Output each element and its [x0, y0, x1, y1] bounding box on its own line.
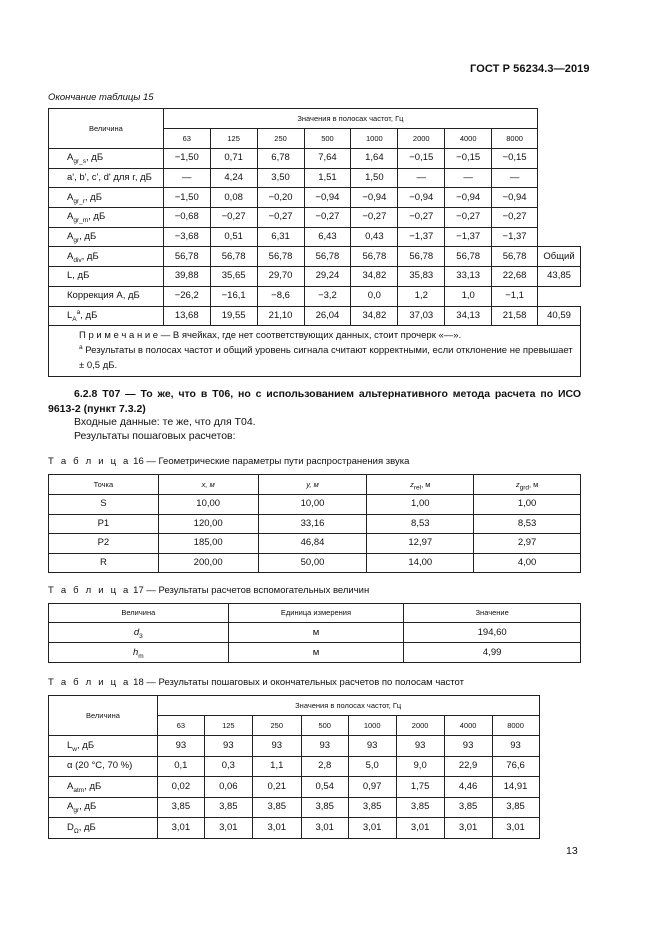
freq-header: 250 — [257, 129, 304, 149]
row-label — [49, 797, 158, 818]
quantity-unit: , дБ — [88, 211, 106, 223]
quantity-unit: , дБ — [84, 780, 102, 792]
value-cell: 1,1 — [252, 756, 301, 777]
quantity-unit: , дБ — [84, 191, 102, 203]
point-cell: R — [49, 553, 159, 573]
value-cell: 7,64 — [304, 149, 351, 169]
header-subscript: grd — [519, 484, 529, 491]
value-cell: −1,37 — [398, 227, 445, 247]
value-cell: 3,85 — [252, 797, 301, 818]
value-cell: 22,9 — [444, 756, 492, 777]
value-cell: 93 — [396, 736, 444, 757]
table-row — [49, 797, 582, 818]
freq-header: 8000 — [492, 716, 539, 736]
value-cell: 3,85 — [396, 797, 444, 818]
extra-cell — [538, 208, 581, 228]
quantity-symbol: L — [67, 309, 73, 321]
value-cell: 3,01 — [492, 818, 539, 839]
freq-header: 250 — [252, 716, 301, 736]
value-cell: −0,27 — [445, 208, 492, 228]
quantity-subscript: gr — [73, 236, 80, 244]
quantity-subscript: 3 — [139, 632, 143, 640]
table18-extra-header — [539, 696, 581, 736]
value-cell: 120,00 — [158, 514, 258, 534]
row-label — [49, 306, 164, 326]
value-cell: −0,15 — [398, 149, 445, 169]
table17-caption — [48, 585, 369, 596]
table-row — [49, 756, 582, 777]
unit-cell: м — [228, 643, 404, 663]
table16-caption — [48, 456, 409, 467]
extra-cell: 40,59 — [538, 306, 581, 326]
quantity-symbol: A — [67, 191, 74, 203]
column-header — [49, 475, 159, 495]
value-cell: 2,8 — [301, 756, 348, 777]
unit-cell: м — [228, 623, 404, 643]
quantity-symbol: d — [133, 626, 140, 638]
value-cell: 39,88 — [163, 267, 210, 287]
value-cell: 0,0 — [351, 286, 398, 306]
table15-band-header: Значения в полосах частот, Гц — [163, 109, 537, 129]
value-cell: 6,43 — [304, 227, 351, 247]
freq-header: 4000 — [444, 716, 492, 736]
value-cell: 3,01 — [396, 818, 444, 839]
quantity-superscript: a — [76, 308, 81, 316]
row-label — [49, 736, 158, 757]
header-subscript: rel — [413, 484, 422, 491]
footnote-mark: a — [79, 344, 83, 352]
value-cell: 8,53 — [474, 514, 581, 534]
table15-extra-header — [538, 109, 581, 149]
header-unit: , м — [529, 479, 539, 489]
value-cell: 0,08 — [210, 188, 257, 208]
column-header — [158, 475, 258, 495]
quantity-subscript: w — [72, 745, 77, 753]
value-cell: 56,78 — [210, 247, 257, 267]
table-15 — [48, 108, 581, 377]
row-label — [49, 643, 229, 663]
value-cell: −0,20 — [257, 188, 304, 208]
quantity-symbol: A — [67, 231, 74, 243]
value-cell: 0,51 — [210, 227, 257, 247]
value-cell: 6,78 — [257, 149, 304, 169]
value-cell: −26,2 — [163, 286, 210, 306]
quantity-unit: , дБ — [78, 821, 96, 833]
extra-cell: 43,85 — [538, 267, 581, 287]
table-row — [49, 267, 581, 287]
value-cell: 34,82 — [351, 267, 398, 287]
quantity-unit: , дБ — [79, 231, 97, 243]
value-cell: −0,94 — [351, 188, 398, 208]
value-cell: 50,00 — [258, 553, 367, 573]
freq-header: 2000 — [396, 716, 444, 736]
table15-caption: Окончание таблицы 15 — [48, 92, 154, 103]
value-cell: −0,68 — [163, 208, 210, 228]
value-cell: 10,00 — [258, 495, 367, 515]
freq-header: 125 — [204, 716, 252, 736]
note-text: — В ячейках, где нет соответствующих данных, стоит прочерк «—». — [158, 330, 462, 342]
extra-cell — [539, 797, 581, 818]
quantity-symbol: A — [67, 211, 74, 223]
value-cell: 93 — [444, 736, 492, 757]
table-row — [49, 247, 581, 267]
table-row — [49, 227, 581, 247]
value-cell: 0,43 — [351, 227, 398, 247]
value-cell: −1,1 — [492, 286, 538, 306]
freq-header: 8000 — [492, 129, 538, 149]
extra-cell — [538, 168, 581, 188]
value-cell: 0,71 — [210, 149, 257, 169]
table16-title: 16 — Геометрические параметры пути распространения звука — [130, 456, 410, 467]
value-cell: 4,00 — [474, 553, 581, 573]
value-cell: 4,24 — [210, 168, 257, 188]
value-cell: −1,37 — [445, 227, 492, 247]
value-cell: −0,15 — [445, 149, 492, 169]
footnote-text: Результаты в полосах частот и общий уровень сигнала считают корректными, если отклонение не превышает ± 0,5 дБ. — [79, 345, 573, 372]
value-cell: −0,94 — [304, 188, 351, 208]
value-cell: 93 — [348, 736, 396, 757]
input-data-text: Входные данные: те же, что для Т04. — [74, 416, 256, 428]
row-label — [49, 227, 164, 247]
value-cell: 1,64 — [351, 149, 398, 169]
section-heading: 6.2.8 Т07 — То же, что в Т06, но с использованием альтернативного метода расчета по ИСО 9613-2 (пункт 7.3.2) — [48, 388, 581, 415]
value-cell: 19,55 — [210, 306, 257, 326]
value-cell: −1,50 — [163, 188, 210, 208]
row-label — [49, 623, 229, 643]
column-header — [367, 475, 474, 495]
value-cell: 29,70 — [257, 267, 304, 287]
value-cell: 3,01 — [348, 818, 396, 839]
table-row — [49, 736, 582, 757]
value-cell: 9,0 — [396, 756, 444, 777]
quantity-unit: , дБ — [79, 801, 97, 813]
footnote-line — [79, 343, 576, 373]
value-cell: 35,83 — [398, 267, 445, 287]
value-cell: 8,53 — [367, 514, 474, 534]
extra-cell — [538, 286, 581, 306]
table18-band-header: Значения в полосах частот, Гц — [157, 696, 539, 716]
quantity-unit: , дБ — [81, 250, 99, 262]
extra-cell: Общий — [538, 247, 581, 267]
table-row — [49, 495, 581, 515]
value-cell: 200,00 — [158, 553, 258, 573]
value-cell: 1,00 — [474, 495, 581, 515]
value-cell: 21,10 — [257, 306, 304, 326]
extra-cell — [539, 818, 581, 839]
row-label — [49, 208, 164, 228]
quantity-symbol: A — [67, 801, 74, 813]
header-symbol: z — [410, 479, 414, 489]
freq-header: 4000 — [445, 129, 492, 149]
header-symbol: Точка — [93, 479, 114, 489]
table-row — [49, 553, 581, 573]
table17-title: 17 — Результаты расчетов вспомогательных величин — [130, 585, 370, 596]
quantity-symbol: α (20 °С, 70 %) — [67, 760, 133, 772]
value-cell: −1,50 — [163, 149, 210, 169]
quantity-subscript: Ω — [73, 827, 79, 835]
value-cell: 12,97 — [367, 534, 474, 554]
quantity-unit: , дБ — [80, 309, 98, 321]
table16-label: Т а б л и ц а — [48, 456, 131, 467]
header-symbol: x, м — [201, 479, 215, 489]
value-cell: 3,85 — [348, 797, 396, 818]
value-cell: 33,16 — [258, 514, 367, 534]
freq-header: 63 — [157, 716, 204, 736]
value-cell: −0,94 — [492, 188, 538, 208]
table-row — [49, 777, 582, 798]
value-cell: 14,91 — [492, 777, 539, 798]
quantity-symbol: h — [132, 646, 139, 658]
value-cell: 0,02 — [157, 777, 204, 798]
quantity-symbol: A — [67, 250, 74, 262]
freq-header: 63 — [163, 129, 210, 149]
point-cell: S — [49, 495, 159, 515]
value-cell: 56,78 — [351, 247, 398, 267]
row-label — [49, 188, 164, 208]
header-symbol: y, м — [306, 479, 319, 489]
value-cell: 4,46 — [444, 777, 492, 798]
value-cell: 14,00 — [367, 553, 474, 573]
value-cell: 56,78 — [257, 247, 304, 267]
value-cell: 0,21 — [252, 777, 301, 798]
value-cell: 3,01 — [301, 818, 348, 839]
table-row — [49, 534, 581, 554]
value-cell: 0,3 — [204, 756, 252, 777]
column-header: Единица измерения — [228, 604, 404, 623]
quantity-subscript: div — [73, 256, 82, 264]
value-cell: 3,01 — [204, 818, 252, 839]
value-cell: 29,24 — [304, 267, 351, 287]
table18-caption — [48, 677, 464, 688]
value-cell: 3,01 — [444, 818, 492, 839]
table-18 — [48, 695, 581, 839]
column-header: Величина — [49, 604, 229, 623]
quantity-symbol: Коррекция А, дБ — [67, 290, 140, 302]
row-label — [49, 168, 164, 188]
table-row — [49, 623, 581, 643]
quantity-unit: , дБ — [86, 152, 104, 164]
value-cell: — — [492, 168, 538, 188]
row-label — [49, 756, 158, 777]
quantity-subscript: A — [72, 315, 77, 323]
value-cell: 1,51 — [304, 168, 351, 188]
value-cell: 3,85 — [492, 797, 539, 818]
value-cell: −0,27 — [398, 208, 445, 228]
extra-cell — [538, 227, 581, 247]
standard-header: ГОСТ Р 56234.3—2019 — [470, 63, 590, 75]
quantity-symbol: a', b', c', d' для r, дБ — [67, 172, 152, 184]
extra-cell — [538, 149, 581, 169]
quantity-subscript: atm — [73, 786, 85, 794]
value-cell: 0,1 — [157, 756, 204, 777]
table17-label: Т а б л и ц а — [48, 585, 131, 596]
row-label — [49, 149, 164, 169]
quantity-subscript: m — [138, 652, 144, 660]
value-cell: 56,78 — [163, 247, 210, 267]
value-cell: 5,0 — [348, 756, 396, 777]
freq-header: 500 — [304, 129, 351, 149]
table-row — [49, 149, 581, 169]
value-cell: 93 — [252, 736, 301, 757]
quantity-symbol: D — [67, 821, 74, 833]
value-cell: 3,85 — [301, 797, 348, 818]
value-cell: 93 — [204, 736, 252, 757]
quantity-symbol: L — [67, 739, 73, 751]
value-cell: 0,54 — [301, 777, 348, 798]
column-header — [474, 475, 581, 495]
value-cell: 76,6 — [492, 756, 539, 777]
value-cell: −1,37 — [492, 227, 538, 247]
quantity-symbol: A — [67, 780, 74, 792]
value-cell: 56,78 — [304, 247, 351, 267]
value-cell: 93 — [492, 736, 539, 757]
value-cell: 6,31 — [257, 227, 304, 247]
quantity-subscript: gr — [73, 807, 80, 815]
value-cell: −0,15 — [492, 149, 538, 169]
extra-cell — [539, 756, 581, 777]
quantity-unit: , дБ — [77, 739, 95, 751]
note-label: П р и м е ч а н и е — [79, 330, 159, 342]
value-cell: −0,27 — [257, 208, 304, 228]
value-cell: −0,27 — [492, 208, 538, 228]
value-cell: 0,06 — [204, 777, 252, 798]
table-row — [49, 168, 581, 188]
value-cell: 3,85 — [444, 797, 492, 818]
note-row — [49, 326, 581, 377]
freq-header: 500 — [301, 716, 348, 736]
value-cell: 185,00 — [158, 534, 258, 554]
value-cell: — — [398, 168, 445, 188]
table-16 — [48, 474, 581, 573]
quantity-subscript: gr_r — [73, 197, 85, 205]
value-cell: 56,78 — [398, 247, 445, 267]
value-cell: −0,27 — [304, 208, 351, 228]
table-row — [49, 188, 581, 208]
extra-cell — [538, 188, 581, 208]
value-cell: −0,27 — [351, 208, 398, 228]
value-cell: 56,78 — [492, 247, 538, 267]
value-cell: 21,58 — [492, 306, 538, 326]
table-row — [49, 208, 581, 228]
value-cell: 1,75 — [396, 777, 444, 798]
table-row — [49, 818, 582, 839]
table-row — [49, 514, 581, 534]
value-cell: 34,82 — [351, 306, 398, 326]
column-header: Значение — [404, 604, 581, 623]
quantity-subscript: gr_s — [73, 158, 86, 166]
value-cell: 93 — [157, 736, 204, 757]
page-number: 13 — [566, 845, 578, 857]
table-17 — [48, 603, 581, 663]
column-header — [258, 475, 367, 495]
value-cell: — — [163, 168, 210, 188]
value-cell: −0,94 — [445, 188, 492, 208]
value-cell: 34,13 — [445, 306, 492, 326]
table-row — [49, 306, 581, 326]
value-cell: 194,60 — [404, 623, 581, 643]
value-cell: 56,78 — [445, 247, 492, 267]
freq-header: 2000 — [398, 129, 445, 149]
note-cell — [49, 326, 581, 377]
value-cell: 26,04 — [304, 306, 351, 326]
quantity-subscript: gr_m — [73, 217, 89, 225]
note-line — [79, 328, 576, 343]
value-cell: 93 — [301, 736, 348, 757]
results-text: Результаты пошаговых расчетов: — [74, 430, 236, 442]
header-unit: , м — [421, 479, 431, 489]
quantity-symbol: A — [67, 152, 74, 164]
table-row — [49, 643, 581, 663]
value-cell: 1,00 — [367, 495, 474, 515]
quantity-symbol: L, дБ — [67, 270, 90, 282]
value-cell: 3,50 — [257, 168, 304, 188]
point-cell: P2 — [49, 534, 159, 554]
value-cell: −3,68 — [163, 227, 210, 247]
value-cell: 3,01 — [252, 818, 301, 839]
table18-label: Т а б л и ц а — [48, 677, 131, 688]
value-cell: 33,13 — [445, 267, 492, 287]
table-row — [49, 286, 581, 306]
value-cell: 22,68 — [492, 267, 538, 287]
point-cell: P1 — [49, 514, 159, 534]
value-cell: — — [445, 168, 492, 188]
table18-title: 18 — Результаты пошаговых и окончательных расчетов по полосам частот — [130, 677, 464, 688]
value-cell: 3,85 — [157, 797, 204, 818]
value-cell: 3,85 — [204, 797, 252, 818]
row-label — [49, 267, 164, 287]
freq-header: 1000 — [348, 716, 396, 736]
freq-header: 1000 — [351, 129, 398, 149]
value-cell: 1,0 — [445, 286, 492, 306]
value-cell: 35,65 — [210, 267, 257, 287]
value-cell: 2,97 — [474, 534, 581, 554]
row-label — [49, 286, 164, 306]
value-cell: 0,97 — [348, 777, 396, 798]
row-label — [49, 777, 158, 798]
value-cell: −8,6 — [257, 286, 304, 306]
row-label — [49, 247, 164, 267]
value-cell: 3,01 — [157, 818, 204, 839]
table15-col-label: Величина — [49, 109, 164, 149]
value-cell: 10,00 — [158, 495, 258, 515]
value-cell: 1,2 — [398, 286, 445, 306]
value-cell: −3,2 — [304, 286, 351, 306]
value-cell: 4,99 — [404, 643, 581, 663]
row-label — [49, 818, 158, 839]
table18-col-label: Величина — [49, 696, 158, 736]
header-symbol: z — [515, 479, 520, 489]
value-cell: 37,03 — [398, 306, 445, 326]
extra-cell — [539, 777, 581, 798]
freq-header: 125 — [210, 129, 257, 149]
value-cell: 1,50 — [351, 168, 398, 188]
value-cell: 13,68 — [163, 306, 210, 326]
value-cell: 46,84 — [258, 534, 367, 554]
value-cell: −0,94 — [398, 188, 445, 208]
value-cell: −0,27 — [210, 208, 257, 228]
extra-cell — [539, 736, 581, 757]
value-cell: −16,1 — [210, 286, 257, 306]
